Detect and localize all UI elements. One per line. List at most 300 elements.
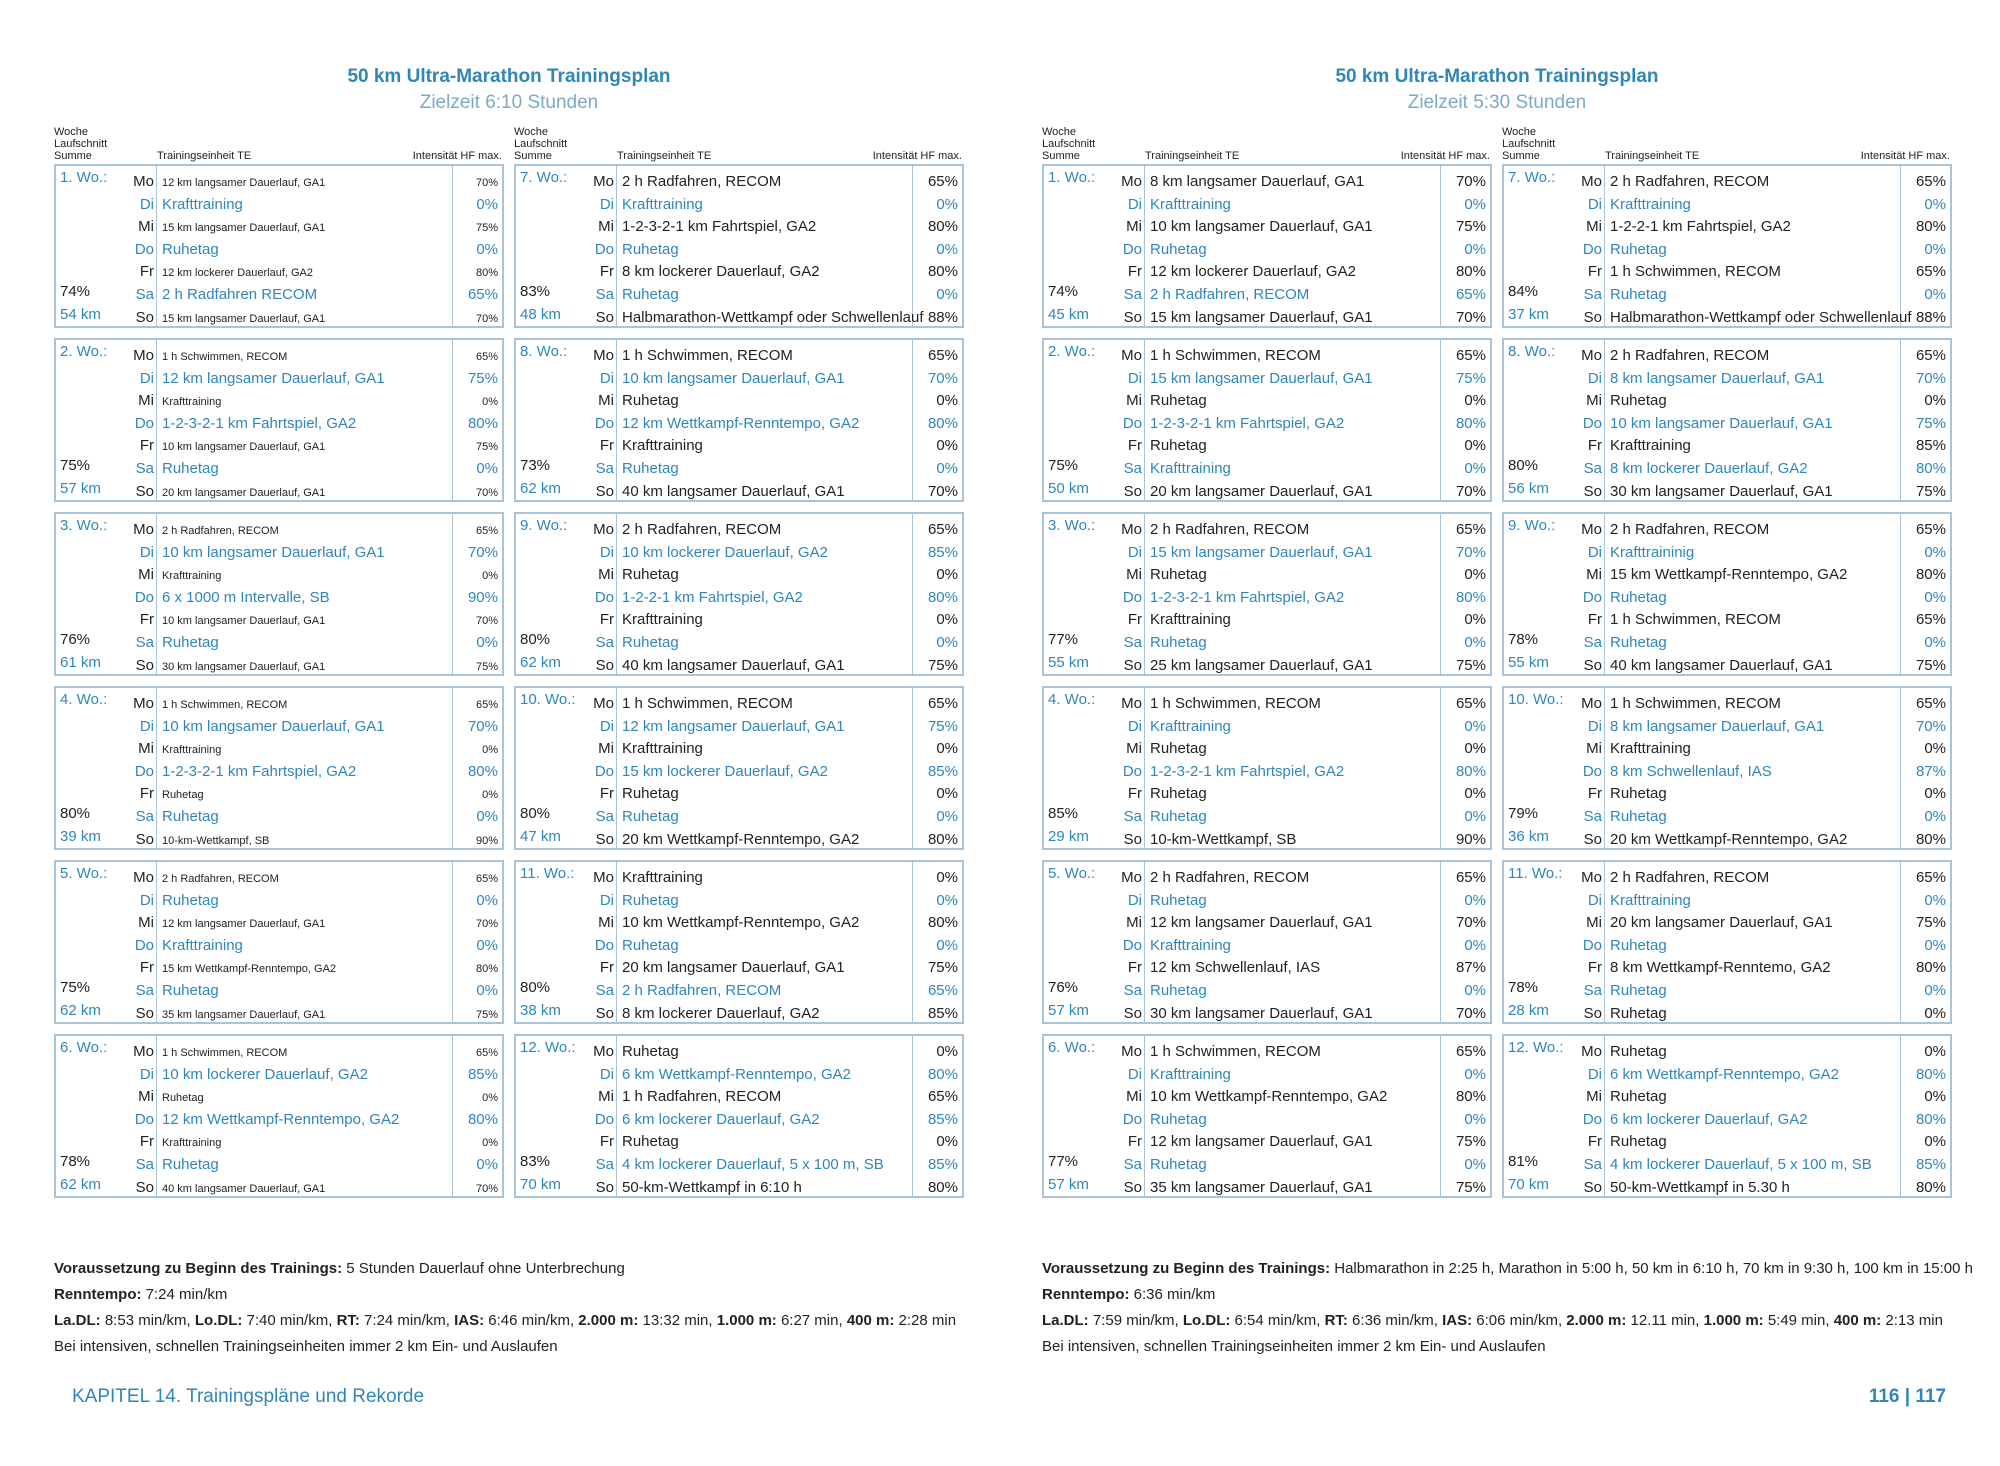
week-percent: 80% — [520, 631, 551, 648]
table-row — [584, 608, 962, 631]
day-label: Mi — [1586, 566, 1602, 584]
day-label: Di — [139, 195, 154, 213]
table-row — [584, 260, 962, 283]
intensity-value: 88% — [1915, 308, 1946, 326]
training-unit: Krafttraining — [162, 1137, 222, 1150]
training-unit: Ruhetag — [1610, 982, 1667, 999]
table-row — [584, 715, 962, 738]
training-unit: 1 h Schwimmen, RECOM — [1610, 263, 1781, 281]
table-row — [1112, 170, 1490, 193]
table-row — [124, 389, 502, 412]
day-label: Fr — [1127, 959, 1142, 977]
intensity-value: 85% — [927, 1156, 958, 1173]
week-percent: 80% — [520, 979, 551, 996]
training-unit: 2 h Radfahren, RECOM — [1150, 869, 1310, 886]
day-label: Mo — [133, 695, 154, 712]
week-label: 12. Wo.: — [520, 1039, 576, 1056]
day-label: Mo — [593, 1043, 614, 1060]
plan-subtitle: Zielzeit 6:10 Stunden — [419, 92, 599, 113]
table-row — [584, 934, 962, 957]
intensity-value: 0% — [936, 808, 958, 825]
table-row — [584, 979, 962, 1002]
week-distance: 70 km — [1508, 1176, 1549, 1193]
week-distance: 36 km — [1508, 828, 1549, 845]
training-unit: 10 km Wettkampf-Renntempo, GA2 — [1150, 1088, 1388, 1106]
day-label: Fr — [1587, 785, 1602, 803]
week-block — [1042, 1034, 1492, 1198]
training-unit: Ruhetag — [1150, 808, 1207, 825]
week-block — [54, 338, 504, 502]
day-label: Mi — [1126, 566, 1142, 584]
table-row — [1112, 631, 1490, 654]
training-unit: 6 km lockerer Dauerlauf, GA2 — [1610, 1110, 1808, 1128]
training-unit: Ruhetag — [1610, 1004, 1667, 1022]
training-unit: 6 km Wettkampf-Renntempo, GA2 — [622, 1065, 851, 1083]
intensity-value: 65% — [1915, 521, 1946, 538]
training-unit: Ruhetag — [622, 808, 679, 825]
notes-prerequisite: Voraussetzung zu Beginn des Trainings: Halbmarathon in 2:25 h, Marathon in 5:00 h, 50 km in 6:10 h, 70 km in 9:30 h, 100 km in 15:00 h — [1042, 1260, 1973, 1277]
table-row — [124, 367, 502, 390]
intensity-value: 0% — [1924, 1088, 1946, 1106]
header-intensity: Intensität HF max. — [1400, 150, 1490, 162]
intensity-value: 87% — [1915, 762, 1946, 780]
training-unit: Ruhetag — [162, 1156, 219, 1173]
intensity-value: 0% — [1464, 392, 1486, 410]
table-row — [584, 389, 962, 412]
intensity-value: 0% — [1464, 611, 1486, 629]
day-label: Mi — [1126, 392, 1142, 410]
training-unit: 30 km langsamer Dauerlauf, GA1 — [162, 660, 326, 673]
week-label: 10. Wo.: — [520, 691, 576, 708]
training-unit: 1-2-3-2-1 km Fahrtspiel, GA2 — [622, 218, 817, 236]
week-distance: 70 km — [520, 1176, 561, 1193]
intensity-value: 0% — [1464, 566, 1486, 584]
week-block — [1042, 164, 1492, 328]
training-unit: 20 km langsamer Dauerlauf, GA1 — [622, 959, 845, 977]
day-label: Fr — [599, 785, 614, 803]
intensity-value: 90% — [1455, 830, 1486, 848]
table-row — [124, 782, 502, 805]
day-label: Sa — [1123, 982, 1142, 999]
day-label: So — [1583, 1004, 1602, 1022]
table-row — [584, 1108, 962, 1131]
day-label: Sa — [1583, 634, 1602, 651]
table-row — [124, 1040, 502, 1063]
training-unit: 1 h Schwimmen, RECOM — [1150, 347, 1321, 364]
intensity-value: 0% — [936, 869, 958, 886]
training-unit: 35 km langsamer Dauerlauf, GA1 — [162, 1008, 326, 1021]
notes-warmup: Bei intensiven, schnellen Trainingseinheiten immer 2 km Ein- und Auslaufen — [1042, 1338, 1546, 1355]
table-row — [124, 306, 502, 329]
intensity-value: 70% — [1455, 173, 1486, 190]
day-label: Sa — [595, 634, 614, 651]
header-week-label — [1042, 126, 1132, 162]
week-percent: 81% — [1508, 1153, 1539, 1170]
training-unit: Krafttraining — [622, 611, 703, 629]
intensity-value: 0% — [1924, 1133, 1946, 1151]
day-label: Mo — [1581, 521, 1602, 538]
intensity-value: 65% — [1455, 521, 1486, 538]
day-label: Di — [599, 1065, 614, 1083]
training-unit: Ruhetag — [1150, 740, 1207, 758]
intensity-value: 0% — [1464, 891, 1486, 909]
day-label: Sa — [1123, 634, 1142, 651]
training-unit: Krafttraining — [162, 396, 222, 409]
day-label: Mi — [1126, 1088, 1142, 1106]
training-unit: 12 km langsamer Dauerlauf, GA1 — [162, 369, 385, 387]
training-unit: 1 h Schwimmen, RECOM — [162, 351, 288, 363]
table-row — [124, 760, 502, 783]
table-row — [1572, 457, 1950, 480]
day-label: Do — [134, 936, 154, 954]
day-label: Sa — [1123, 286, 1142, 303]
training-unit: 10 km langsamer Dauerlauf, GA1 — [162, 543, 385, 561]
training-unit: 1-2-2-1 km Fahrtspiel, GA2 — [1610, 218, 1791, 236]
training-unit: Ruhetag — [622, 566, 679, 584]
header-woche: Woche — [1042, 126, 1077, 138]
intensity-value: 0% — [1924, 286, 1946, 303]
intensity-value: 0% — [1464, 1156, 1486, 1173]
intensity-value: 80% — [1915, 1178, 1946, 1196]
training-unit: Ruhetag — [162, 808, 219, 825]
week-label: 12. Wo.: — [1508, 1039, 1564, 1056]
day-label: Sa — [135, 286, 154, 303]
table-row — [1572, 586, 1950, 609]
header-training-unit: Trainingseinheit TE — [617, 150, 712, 162]
week-percent: 77% — [1048, 631, 1079, 648]
intensity-value: 70% — [927, 482, 958, 500]
intensity-value: 65% — [927, 173, 958, 190]
table-row — [1112, 608, 1490, 631]
training-unit: 40 km langsamer Dauerlauf, GA1 — [1610, 656, 1833, 674]
table-row — [1572, 480, 1950, 503]
table-row — [584, 911, 962, 934]
table-row — [1572, 889, 1950, 912]
intensity-value: 70% — [467, 543, 498, 561]
training-unit: Ruhetag — [622, 634, 679, 651]
training-unit: Ruhetag — [622, 392, 679, 410]
day-label: Do — [594, 240, 614, 258]
intensity-value: 65% — [1915, 263, 1946, 281]
training-unit: 40 km langsamer Dauerlauf, GA1 — [622, 482, 845, 500]
intensity-value: 80% — [1455, 588, 1486, 606]
intensity-value: 75% — [1915, 656, 1946, 674]
table-row — [584, 412, 962, 435]
intensity-value: 80% — [475, 963, 498, 976]
day-label: Do — [1582, 414, 1602, 432]
table-row — [1572, 412, 1950, 435]
day-label: Sa — [595, 982, 614, 999]
intensity-value: 80% — [927, 1178, 958, 1196]
training-unit: 1-2-3-2-1 km Fahrtspiel, GA2 — [1150, 414, 1345, 432]
week-distance: 55 km — [1508, 654, 1549, 671]
table-row — [124, 737, 502, 760]
day-label: Di — [1587, 195, 1602, 213]
week-block — [54, 860, 504, 1024]
training-unit: 2 h Radfahren, RECOM — [1610, 347, 1770, 364]
column-header — [54, 126, 504, 164]
table-row — [124, 1085, 502, 1108]
intensity-value: 80% — [1455, 762, 1486, 780]
week-percent: 80% — [520, 805, 551, 822]
table-row — [1572, 1040, 1950, 1063]
day-label: So — [135, 1004, 154, 1022]
day-label: Do — [1122, 414, 1142, 432]
table-row — [124, 170, 502, 193]
day-label: Do — [1582, 588, 1602, 606]
intensity-value: 90% — [475, 834, 498, 847]
table-row — [124, 911, 502, 934]
table-row — [1112, 260, 1490, 283]
day-label: Di — [599, 543, 614, 561]
week-percent: 73% — [520, 457, 551, 474]
intensity-value: 75% — [927, 717, 958, 735]
intensity-value: 0% — [1924, 982, 1946, 999]
day-label: So — [595, 830, 614, 848]
table-row — [584, 238, 962, 261]
table-row — [1572, 306, 1950, 329]
table-row — [1572, 760, 1950, 783]
table-row — [1572, 389, 1950, 412]
column-header — [514, 126, 964, 164]
training-unit: 40 km langsamer Dauerlauf, GA1 — [162, 1182, 326, 1195]
training-unit: Ruhetag — [1610, 785, 1667, 803]
week-distance: 48 km — [520, 306, 561, 323]
training-unit: 2 h Radfahren, RECOM — [1610, 869, 1770, 886]
day-label: Do — [1582, 762, 1602, 780]
table-row — [124, 412, 502, 435]
week-distance: 50 km — [1048, 480, 1089, 497]
intensity-value: 0% — [482, 744, 498, 757]
table-row — [124, 541, 502, 564]
training-unit: Ruhetag — [1150, 437, 1207, 455]
table-row — [1112, 344, 1490, 367]
intensity-value: 90% — [467, 588, 498, 606]
intensity-value: 80% — [1455, 414, 1486, 432]
intensity-value: 0% — [1464, 634, 1486, 651]
week-percent: 83% — [520, 1153, 551, 1170]
day-label: Mo — [593, 869, 614, 886]
day-label: Do — [1582, 936, 1602, 954]
table-row — [124, 956, 502, 979]
day-label: Do — [134, 1110, 154, 1128]
day-label: So — [135, 308, 154, 326]
intensity-value: 80% — [1915, 218, 1946, 236]
training-unit: 15 km langsamer Dauerlauf, GA1 — [162, 312, 326, 325]
day-label: Do — [594, 1110, 614, 1128]
training-unit: Ruhetag — [1610, 240, 1667, 258]
training-unit: Krafttraining — [162, 570, 222, 583]
training-unit: Krafttraining — [162, 195, 243, 213]
week-percent: 80% — [1508, 457, 1539, 474]
training-unit: 2 h Radfahren, RECOM — [162, 873, 279, 885]
intensity-value: 80% — [1915, 1065, 1946, 1083]
day-label: Di — [1587, 891, 1602, 909]
intensity-value: 0% — [1464, 460, 1486, 477]
week-label: 2. Wo.: — [1048, 343, 1096, 360]
day-label: So — [1583, 308, 1602, 326]
table-row — [1112, 979, 1490, 1002]
table-row — [1112, 828, 1490, 851]
day-label: Sa — [595, 1156, 614, 1173]
training-unit: Ruhetag — [162, 982, 219, 999]
header-intensity: Intensität HF max. — [1860, 150, 1950, 162]
table-row — [584, 1176, 962, 1199]
table-row — [124, 457, 502, 480]
day-label: So — [1123, 830, 1142, 848]
intensity-value: 0% — [1924, 891, 1946, 909]
training-unit: Ruhetag — [1610, 392, 1667, 410]
table-row — [1572, 979, 1950, 1002]
table-row — [1112, 480, 1490, 503]
week-label: 1. Wo.: — [60, 169, 108, 186]
day-label: Mo — [133, 347, 154, 364]
notes-race-pace: Renntempo: 6:36 min/km — [1042, 1286, 1216, 1303]
intensity-value: 65% — [927, 982, 958, 999]
day-label: Do — [1122, 762, 1142, 780]
week-distance: 62 km — [60, 1002, 101, 1019]
intensity-value: 0% — [1924, 634, 1946, 651]
table-row — [1112, 1108, 1490, 1131]
intensity-value: 0% — [936, 1133, 958, 1151]
intensity-value: 0% — [936, 286, 958, 303]
table-row — [584, 828, 962, 851]
training-unit: 40 km langsamer Dauerlauf, GA1 — [622, 656, 845, 674]
day-label: Mi — [138, 1088, 154, 1106]
intensity-value: 65% — [475, 873, 498, 885]
intensity-value: 80% — [927, 414, 958, 432]
intensity-value: 65% — [475, 351, 498, 363]
training-unit: Ruhetag — [1150, 566, 1207, 584]
day-label: Fr — [139, 959, 154, 977]
training-unit: Krafttraining — [1150, 717, 1231, 735]
training-unit: 1 h Schwimmen, RECOM — [622, 347, 793, 364]
intensity-value: 75% — [475, 222, 498, 235]
training-unit: Ruhetag — [1610, 1133, 1667, 1151]
intensity-value: 0% — [1464, 936, 1486, 954]
intensity-value: 0% — [476, 240, 498, 258]
week-distance: 57 km — [1048, 1176, 1089, 1193]
day-label: Mo — [1121, 869, 1142, 886]
table-row — [124, 1176, 502, 1199]
day-label: Sa — [595, 460, 614, 477]
training-unit: 30 km langsamer Dauerlauf, GA1 — [1610, 482, 1833, 500]
table-row — [1572, 911, 1950, 934]
week-distance: 38 km — [520, 1002, 561, 1019]
intensity-value: 0% — [1464, 785, 1486, 803]
training-unit: Ruhetag — [1610, 588, 1667, 606]
table-row — [1112, 434, 1490, 457]
table-row — [1572, 434, 1950, 457]
training-unit: Ruhetag — [622, 460, 679, 477]
table-row — [1572, 805, 1950, 828]
training-unit: 1 h Schwimmen, RECOM — [1610, 611, 1781, 629]
plan-notes-right — [1042, 1256, 1982, 1360]
week-percent: 84% — [1508, 283, 1539, 300]
table-row — [1572, 283, 1950, 306]
intensity-value: 75% — [467, 369, 498, 387]
day-label: Sa — [1123, 1156, 1142, 1173]
table-row — [584, 541, 962, 564]
table-row — [1112, 457, 1490, 480]
table-row — [1112, 1040, 1490, 1063]
intensity-value: 80% — [1915, 566, 1946, 584]
training-unit: 2 h Radfahren, RECOM — [1150, 286, 1310, 303]
week-percent: 76% — [60, 631, 91, 648]
intensity-value: 70% — [475, 1182, 498, 1195]
training-unit: Ruhetag — [622, 240, 679, 258]
day-label: Mi — [598, 1088, 614, 1106]
table-row — [1112, 911, 1490, 934]
week-block — [1042, 338, 1492, 502]
plan-column — [1502, 126, 1952, 1208]
header-summe: Summe — [514, 150, 552, 162]
training-unit: 12 km lockerer Dauerlauf, GA2 — [1150, 263, 1356, 281]
table-row — [124, 1002, 502, 1025]
intensity-value: 65% — [1915, 173, 1946, 190]
table-row — [124, 434, 502, 457]
week-distance: 54 km — [60, 306, 101, 323]
table-row — [584, 586, 962, 609]
training-unit: Krafttraining — [1610, 437, 1691, 455]
training-unit: Ruhetag — [1150, 1156, 1207, 1173]
training-unit: 1-2-3-2-1 km Fahrtspiel, GA2 — [1150, 588, 1345, 606]
intensity-value: 70% — [1915, 369, 1946, 387]
table-row — [1112, 782, 1490, 805]
plan-subtitle: Zielzeit 5:30 Stunden — [1407, 92, 1587, 113]
intensity-value: 75% — [475, 1008, 498, 1021]
intensity-value: 65% — [475, 1047, 498, 1059]
table-row — [584, 344, 962, 367]
training-unit: Krafttraining — [622, 437, 703, 455]
week-block — [54, 164, 504, 328]
intensity-value: 65% — [467, 286, 498, 303]
week-distance: 28 km — [1508, 1002, 1549, 1019]
day-label: Mi — [1586, 914, 1602, 932]
day-label: Mo — [133, 869, 154, 886]
training-unit: 1 h Radfahren, RECOM — [622, 1088, 782, 1106]
day-label: Sa — [135, 982, 154, 999]
day-label: Fr — [1127, 611, 1142, 629]
table-row — [1112, 805, 1490, 828]
table-row — [1572, 215, 1950, 238]
training-unit: Ruhetag — [622, 936, 679, 954]
training-unit: 8 km lockerer Dauerlauf, GA2 — [1610, 460, 1808, 477]
intensity-value: 0% — [936, 460, 958, 477]
intensity-value: 65% — [927, 347, 958, 364]
training-unit: 2 h Radfahren, RECOM — [1610, 173, 1770, 190]
day-label: Fr — [1587, 611, 1602, 629]
table-row — [1112, 1130, 1490, 1153]
intensity-value: 0% — [936, 740, 958, 758]
table-row — [1572, 193, 1950, 216]
training-unit: 15 km langsamer Dauerlauf, GA1 — [1150, 369, 1373, 387]
header-intensity: Intensität HF max. — [412, 150, 502, 162]
week-label: 1. Wo.: — [1048, 169, 1096, 186]
table-row — [124, 215, 502, 238]
day-label: So — [1123, 482, 1142, 500]
day-label: Fr — [599, 611, 614, 629]
training-unit: Ruhetag — [162, 634, 219, 651]
table-row — [1112, 412, 1490, 435]
week-block — [1502, 338, 1952, 502]
day-label: Do — [1582, 1110, 1602, 1128]
table-row — [124, 480, 502, 503]
intensity-value: 0% — [1464, 740, 1486, 758]
day-label: Di — [1587, 1065, 1602, 1083]
table-row — [1112, 306, 1490, 329]
table-row — [584, 1040, 962, 1063]
